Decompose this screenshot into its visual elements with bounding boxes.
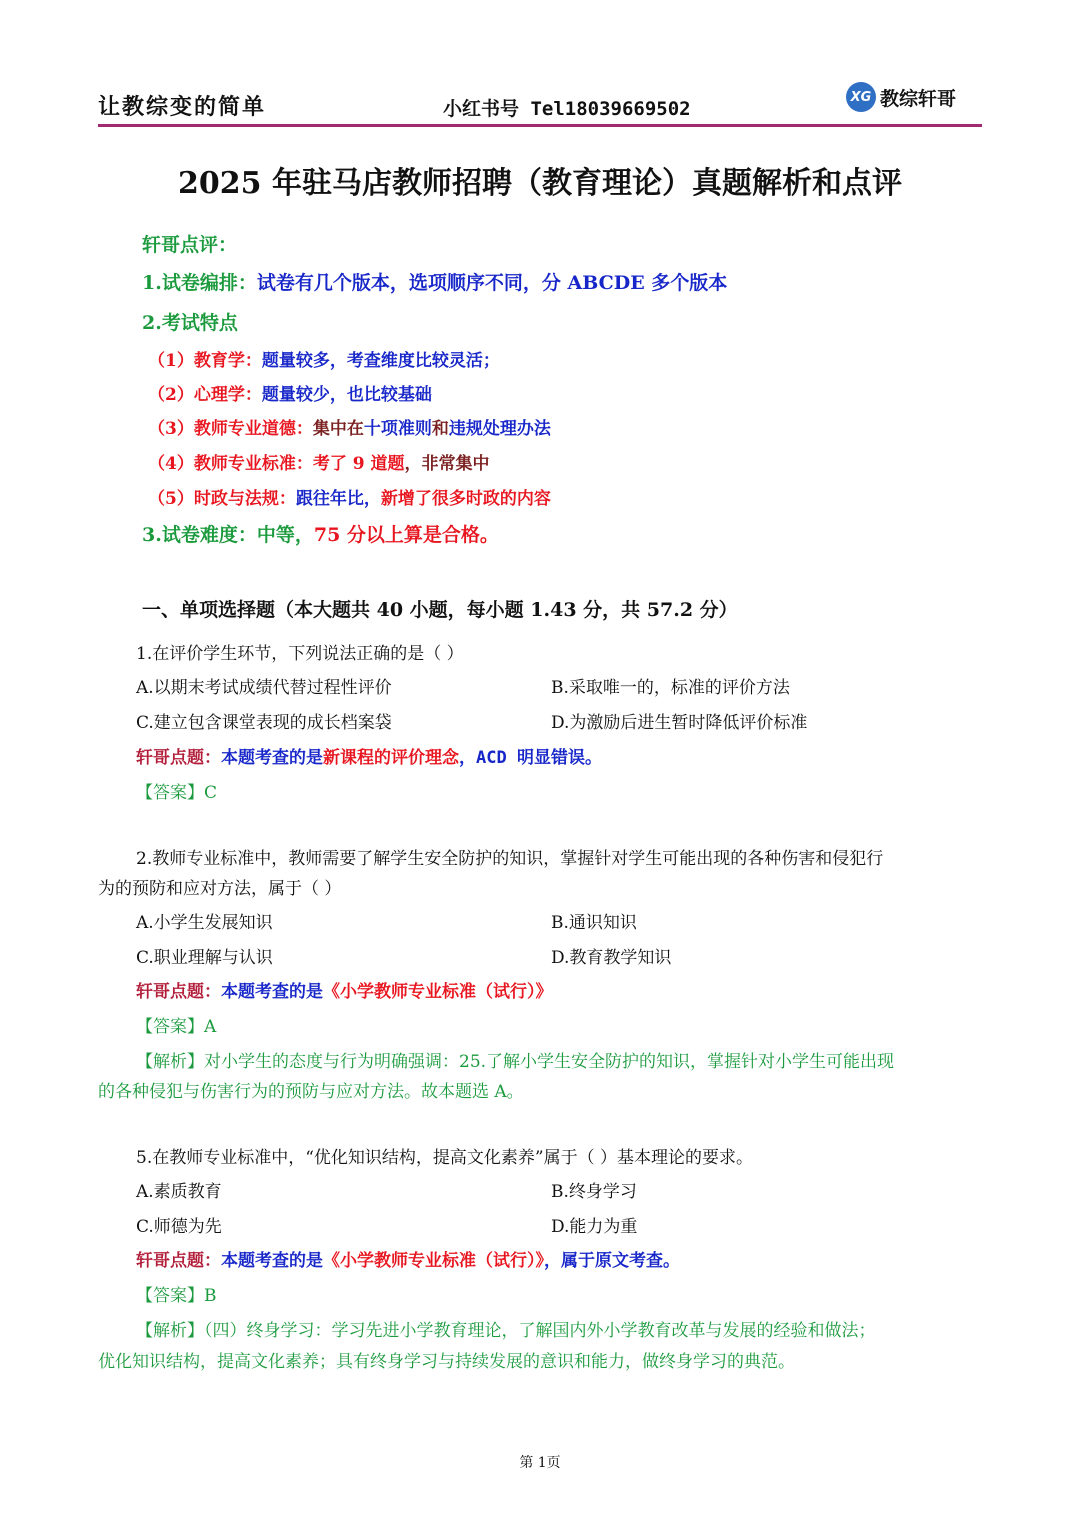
question-1-option-d: D.为激励后进生暂时降低评价标准 (551, 713, 808, 733)
question-2-stem-line1: 2.教师专业标准中，教师需要了解学生安全防护的知识，掌握针对学生可能出现的各种伤害和侵犯行 (136, 849, 884, 869)
review-item-3-t4: 违规处理办法 (448, 419, 551, 439)
review-item-3-label: （3）教师专业道德： (148, 419, 313, 439)
review-point-1-label: 1.试卷编排： (142, 272, 257, 294)
review-point-3-label: 3.试卷难度： (142, 524, 257, 546)
question-2-option-a: A.小学生发展知识 (136, 913, 273, 933)
question-1-tip (136, 743, 602, 768)
question-5-tip-t1: 本题考查的是 (221, 1251, 323, 1271)
review-item-3-t2: 十项准则 (363, 419, 432, 439)
question-2-tip-t1: 本题考查的是 (221, 982, 323, 1002)
question-5-tip-t3: ，属于原文考查。 (544, 1251, 680, 1271)
question-2-stem-line2: 为的预防和应对方法，属于（ ） (98, 879, 342, 899)
question-1-stem: 1.在评价学生环节，下列说法正确的是（ ） (136, 644, 464, 664)
review-item-5-label: （5）时政与法规： (148, 489, 296, 509)
question-2-option-b: B.通识知识 (551, 913, 637, 933)
question-5-analysis-text1: （四）终身学习：学习先进小学教育理论，了解国内外小学教育改革与发展的经验和做法； (204, 1321, 876, 1341)
question-2-option-d: D.教育教学知识 (551, 948, 672, 968)
question-2-analysis-line1 (136, 1047, 894, 1072)
page-header (98, 88, 982, 128)
review-item-1 (148, 346, 500, 371)
question-5-answer-label: 【答案】 (136, 1286, 204, 1306)
question-5-analysis-line2: 优化知识结构，提高文化素养；具有终身学习与持续发展的意识和能力，做终身学习的典范。 (98, 1352, 795, 1372)
review-item-3-t3: 和 (431, 419, 449, 439)
brand-logo (846, 82, 956, 112)
question-5-option-d: D.能力为重 (551, 1217, 638, 1237)
page-number: 第 1页 (519, 1455, 561, 1471)
question-2-answer-label: 【答案】 (136, 1017, 204, 1037)
question-1-tip-t1: 本题考查的是 (221, 748, 323, 768)
review-item-1-text: 题量较多，考查维度比较灵活； (261, 351, 500, 371)
question-2-analysis-label: 【解析】 (136, 1052, 204, 1072)
question-5-analysis-label: 【解析】 (136, 1321, 204, 1341)
review-item-2-text: 题量较少，也比较基础 (261, 385, 432, 405)
question-2-answer-value: A (204, 1017, 217, 1037)
review-point-3 (142, 520, 499, 547)
question-1-tip-t3: ，ACD 明显错误。 (459, 748, 602, 768)
page-title: 2025 年驻马店教师招聘（教育理论）真题解析和点评 (178, 166, 902, 201)
logo-text: 教综轩哥 (880, 87, 957, 110)
question-2-answer (136, 1012, 216, 1037)
review-point-1 (142, 268, 727, 295)
question-1-answer (136, 778, 217, 803)
question-1-answer-label: 【答案】 (136, 783, 204, 803)
review-item-5-t1: 跟往年比， (295, 489, 381, 509)
question-5-answer (136, 1281, 217, 1306)
review-item-5 (148, 484, 551, 509)
question-1-option-b: B.采取唯一的，标准的评价方法 (551, 678, 790, 698)
question-5-analysis-line1 (136, 1316, 876, 1341)
review-point-3-t2: 75 分以上算是合格。 (313, 524, 499, 546)
question-1-answer-value: C (204, 783, 218, 803)
review-item-1-label: （1）教育学： (148, 351, 262, 371)
question-2-option-c: C.职业理解与认识 (136, 948, 273, 968)
review-point-2-label: 2.考试特点 (142, 312, 238, 334)
question-2-tip-label: 轩哥点题： (136, 982, 221, 1002)
question-5-option-c: C.师德为先 (136, 1217, 222, 1237)
review-item-5-t2: 新增了很多时政的内容 (380, 489, 551, 509)
question-5-option-a: A.素质教育 (136, 1182, 222, 1202)
question-5-tip-t2: 《小学教师专业标准（试行）》 (323, 1251, 544, 1271)
question-2-analysis-text1: 对小学生的态度与行为明确强调：25.了解小学生安全防护的知识，掌握针对小学生可能出现 (204, 1052, 895, 1072)
question-5-answer-value: B (204, 1286, 217, 1306)
review-item-2 (148, 380, 432, 405)
review-point-3-t1: 中等， (256, 524, 314, 546)
question-2-tip (136, 977, 553, 1002)
header-divider (98, 124, 982, 127)
question-2-tip-t2: 《小学教师专业标准（试行）》 (323, 982, 553, 1002)
review-item-4-t2: ，非常集中 (404, 454, 490, 474)
question-5-option-b: B.终身学习 (551, 1182, 637, 1202)
section-heading: 一、单项选择题（本大题共 40 小题，每小题 1.43 分，共 57.2 分） (142, 599, 738, 621)
review-item-3 (148, 414, 551, 439)
review-item-4 (148, 449, 490, 474)
question-1-option-a: A.以期末考试成绩代替过程性评价 (136, 678, 392, 698)
review-point-1-text: 试卷有几个版本，选项顺序不同，分 ABCDE 多个版本 (256, 272, 728, 294)
question-2-analysis-line2: 的各种侵犯与伤害行为的预防与应对方法。故本题选 A。 (98, 1082, 524, 1102)
question-5-stem: 5.在教师专业标准中，“优化知识结构，提高文化素养”属于（ ）基本理论的要求。 (136, 1148, 754, 1168)
review-item-2-label: （2）心理学： (148, 385, 262, 405)
review-item-4-t1: 考了 9 道题 (312, 454, 405, 474)
question-1-option-c: C.建立包含课堂表现的成长档案袋 (136, 713, 392, 733)
question-5-tip-label: 轩哥点题： (136, 1251, 221, 1271)
header-contact: 小红书号 Tel18039669502 (443, 98, 691, 120)
review-item-3-t1: 集中在 (312, 419, 364, 439)
question-5-tip (136, 1246, 680, 1271)
review-heading: 轩哥点评： (142, 234, 238, 256)
question-1-tip-t2: 新课程的评价理念 (323, 748, 459, 768)
question-1-tip-label: 轩哥点题： (136, 748, 221, 768)
review-item-4-label: （4）教师专业标准： (148, 454, 313, 474)
logo-badge-icon: XG (846, 82, 876, 112)
header-slogan: 让教综变的简单 (98, 95, 267, 120)
